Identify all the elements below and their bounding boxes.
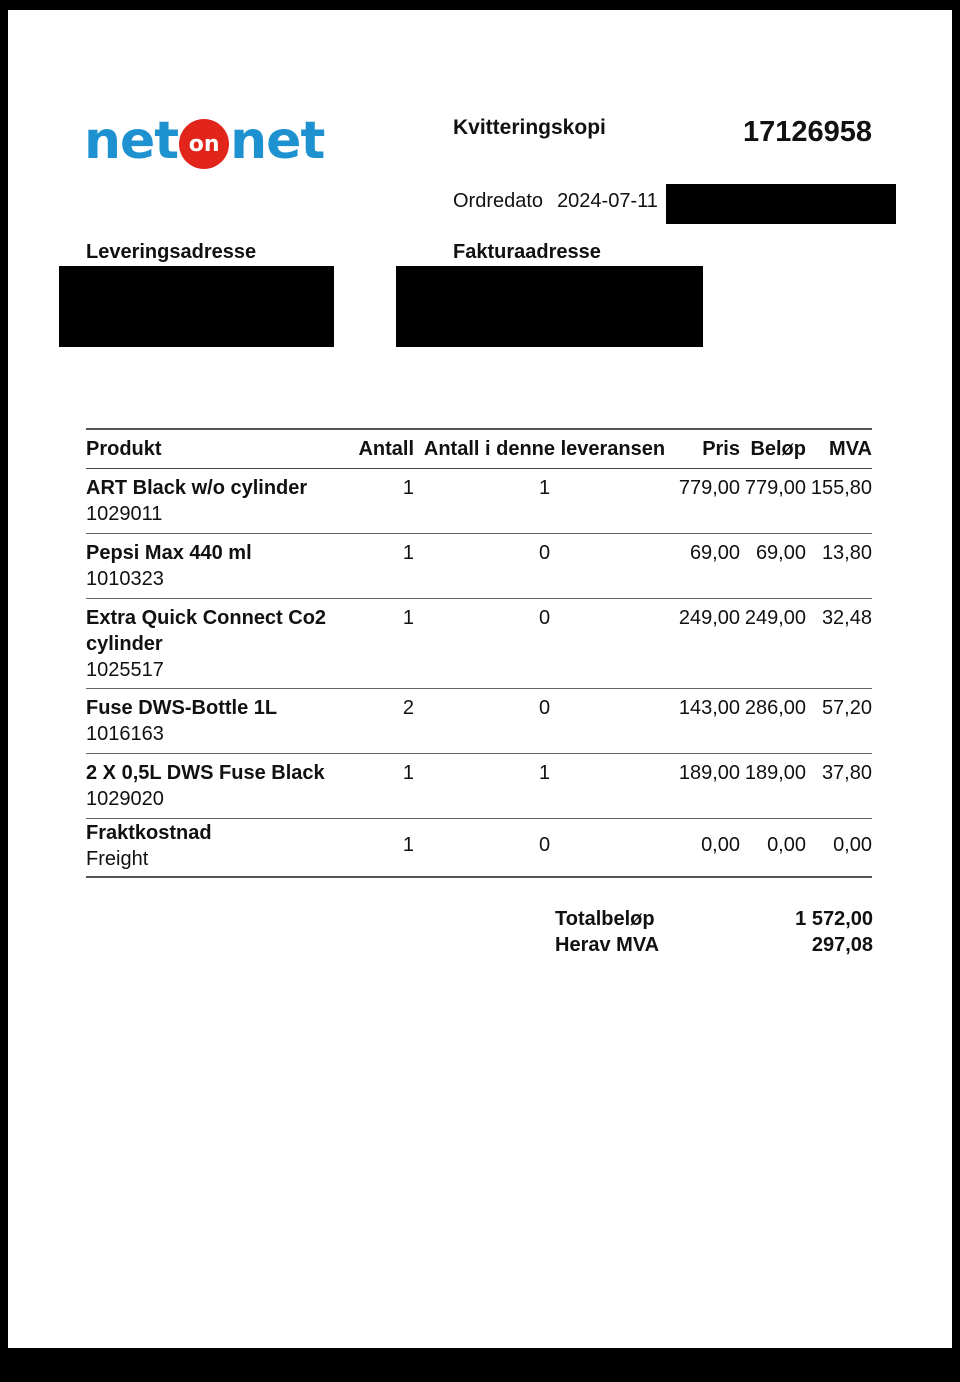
vat-cell: 57,20 [821,697,872,719]
order-date [453,190,658,213]
totals-block [555,908,873,960]
amount-cell: 69,00 [755,542,806,564]
product-cell [86,540,356,592]
table-row [86,469,872,534]
qty-delivery-cell: 0 [538,542,551,564]
amount-cell: 249,00 [744,607,806,629]
product-sku: 1016163 [86,723,164,745]
product-name: Fraktkostnad [86,822,212,844]
qty-cell: 1 [402,542,414,564]
product-name: Extra Quick Connect Co2 cylinder [86,607,327,655]
col-vat: MVA [829,438,872,460]
qty-cell: 1 [402,834,414,856]
price-cell: 0,00 [701,834,740,856]
price-cell: 69,00 [689,542,740,564]
col-product: Produkt [86,438,162,460]
vat-total-row [555,934,873,960]
product-sku: 1025517 [86,659,164,681]
vat-cell: 37,80 [821,762,872,784]
price-cell: 189,00 [678,762,740,784]
table-row [86,689,872,754]
total-label: Totalbeløp [555,908,655,930]
vat-cell: 32,48 [821,607,872,629]
qty-delivery-cell: 0 [538,697,551,719]
logo-net-right: net [230,111,325,171]
vat-cell: 0,00 [833,834,872,856]
logo-net-left: net [84,111,179,171]
logo-on-badge: on [179,119,229,169]
qty-cell: 2 [402,697,414,719]
vat-cell: 13,80 [821,542,872,564]
product-cell [86,475,356,527]
product-cell [86,760,356,812]
col-qty: Antall [358,438,414,460]
delivery-address-label: Leveringsadresse [86,241,257,263]
qty-delivery-cell: 1 [538,762,551,784]
product-cell [86,695,356,747]
amount-cell: 286,00 [744,697,806,719]
redaction-box [666,184,896,224]
price-cell: 779,00 [678,477,740,499]
amount-cell: 0,00 [767,834,806,856]
product-name: Fuse DWS-Bottle 1L [86,697,278,719]
table-row [86,534,872,599]
netonnet-logo [84,106,324,176]
price-cell: 249,00 [678,607,740,629]
order-date-label: Ordredato [453,190,544,212]
table-row [86,819,872,878]
document-title: Kvitteringskopi [453,116,606,139]
product-name: ART Black w/o cylinder [86,477,308,499]
price-cell: 143,00 [678,697,740,719]
product-name: Pepsi Max 440 ml [86,542,252,564]
product-sku: Freight [86,848,149,870]
qty-delivery-cell: 1 [538,477,551,499]
order-number: 17126958 [742,116,872,148]
total-value: 1 572,00 [795,908,873,930]
vat-total-label: Herav MVA [555,934,660,956]
order-lines-table [86,428,872,878]
product-cell [86,820,356,872]
invoice-address-label: Fakturaadresse [453,241,601,263]
table-row [86,754,872,819]
delivery-address-redaction [59,266,334,347]
invoice-address-redaction [396,266,703,347]
order-date-value: 2024-07-11 [557,190,658,212]
qty-cell: 1 [402,762,414,784]
qty-delivery-cell: 0 [538,607,551,629]
table-header [86,430,872,469]
col-qty-delivery: Antall i denne leveransen [423,438,666,460]
amount-cell: 189,00 [744,762,806,784]
receipt-page [8,10,952,1348]
product-name: 2 X 0,5L DWS Fuse Black [86,762,325,784]
amount-cell: 779,00 [744,477,806,499]
total-row [555,908,873,934]
product-sku: 1010323 [86,568,164,590]
qty-delivery-cell: 0 [538,834,551,856]
product-cell [86,605,356,683]
col-price: Pris [702,438,740,460]
table-row [86,599,872,689]
product-sku: 1029020 [86,788,164,810]
product-sku: 1029011 [86,503,163,525]
qty-cell: 1 [402,477,414,499]
vat-cell: 155,80 [810,477,872,499]
col-amount: Beløp [750,438,806,460]
vat-total-value: 297,08 [811,934,873,956]
qty-cell: 1 [402,607,414,629]
